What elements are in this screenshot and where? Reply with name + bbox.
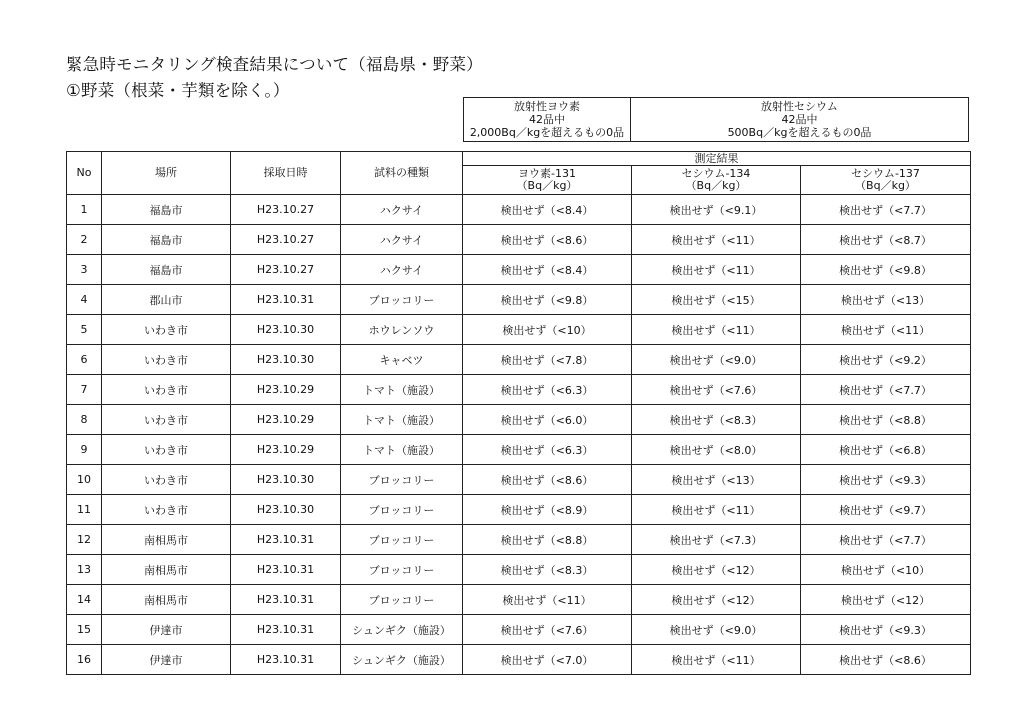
summary-iodine-count: 42品中: [529, 113, 565, 126]
cell-cs134: 検出せず（<11）: [632, 255, 801, 285]
header-i131-unit: （Bq／kg）: [516, 179, 578, 192]
cell-place: 伊達市: [102, 645, 231, 675]
table-row: [67, 615, 971, 645]
cell-date: H23.10.30: [231, 345, 341, 375]
cell-place: いわき市: [102, 495, 231, 525]
cell-place: いわき市: [102, 375, 231, 405]
cell-cs134: 検出せず（<11）: [632, 645, 801, 675]
header-cs134-label: セシウム-134: [681, 167, 751, 180]
cell-date: H23.10.27: [231, 255, 341, 285]
cell-date: H23.10.31: [231, 285, 341, 315]
cell-i131: 検出せず（<9.8）: [463, 285, 632, 315]
cell-i131: 検出せず（<6.3）: [463, 435, 632, 465]
cell-cs137: 検出せず（<9.7）: [801, 495, 971, 525]
cell-place: いわき市: [102, 465, 231, 495]
cell-sample: キャベツ: [341, 345, 463, 375]
cell-sample: シュンギク（施設）: [341, 645, 463, 675]
summary-iodine-criteria: 2,000Bq／kgを超えるもの0品: [469, 126, 625, 139]
cell-sample: ホウレンソウ: [341, 315, 463, 345]
table-row: [67, 345, 971, 375]
cell-cs137: 検出せず（<13）: [801, 285, 971, 315]
cell-cs134: 検出せず（<8.0）: [632, 435, 801, 465]
cell-place: いわき市: [102, 315, 231, 345]
table-row: [67, 465, 971, 495]
header-sample: 試料の種類: [341, 152, 463, 195]
cell-sample: シュンギク（施設）: [341, 615, 463, 645]
summary-iodine: [464, 98, 631, 141]
cell-cs134: 検出せず（<8.3）: [632, 405, 801, 435]
cell-no: 9: [67, 435, 102, 465]
cell-i131: 検出せず（<8.6）: [463, 225, 632, 255]
cell-sample: ブロッコリー: [341, 555, 463, 585]
cell-no: 15: [67, 615, 102, 645]
cell-cs137: 検出せず（<6.8）: [801, 435, 971, 465]
cell-sample: ハクサイ: [341, 255, 463, 285]
table-row: [67, 555, 971, 585]
cell-no: 3: [67, 255, 102, 285]
table-row: [67, 375, 971, 405]
cell-sample: ブロッコリー: [341, 465, 463, 495]
cell-sample: ブロッコリー: [341, 585, 463, 615]
cell-cs134: 検出せず（<9.0）: [632, 615, 801, 645]
cell-date: H23.10.30: [231, 315, 341, 345]
header-result: 測定結果: [463, 152, 971, 166]
cell-no: 6: [67, 345, 102, 375]
cell-cs134: 検出せず（<9.0）: [632, 345, 801, 375]
cell-no: 4: [67, 285, 102, 315]
cell-place: 福島市: [102, 195, 231, 225]
table-row: [67, 585, 971, 615]
cell-date: H23.10.27: [231, 225, 341, 255]
table-row: [67, 435, 971, 465]
cell-cs137: 検出せず（<10）: [801, 555, 971, 585]
cell-i131: 検出せず（<10）: [463, 315, 632, 345]
cell-place: 伊達市: [102, 615, 231, 645]
cell-i131: 検出せず（<7.8）: [463, 345, 632, 375]
table-row: [67, 225, 971, 255]
table-row: [67, 645, 971, 675]
summary-cesium-count: 42品中: [781, 113, 818, 126]
table-row: [67, 195, 971, 225]
header-no: No: [67, 152, 102, 195]
cell-i131: 検出せず（<8.6）: [463, 465, 632, 495]
cell-i131: 検出せず（<6.3）: [463, 375, 632, 405]
cell-cs134: 検出せず（<9.1）: [632, 195, 801, 225]
page-title: 緊急時モニタリング検査結果について（福島県・野菜）: [66, 55, 483, 74]
cell-sample: ハクサイ: [341, 195, 463, 225]
cell-date: H23.10.30: [231, 465, 341, 495]
cell-cs134: 検出せず（<11）: [632, 495, 801, 525]
cell-cs134: 検出せず（<11）: [632, 315, 801, 345]
header-i131: [463, 166, 632, 195]
cell-place: いわき市: [102, 345, 231, 375]
cell-cs137: 検出せず（<8.8）: [801, 405, 971, 435]
table-row: [67, 405, 971, 435]
header-place: 場所: [102, 152, 231, 195]
summary-cesium-title: 放射性セシウム: [761, 100, 838, 113]
cell-i131: 検出せず（<8.3）: [463, 555, 632, 585]
header-cs137: [801, 166, 971, 195]
table-row: [67, 525, 971, 555]
cell-cs137: 検出せず（<9.2）: [801, 345, 971, 375]
cell-cs137: 検出せず（<7.7）: [801, 375, 971, 405]
header-cs134-unit: （Bq／kg）: [685, 179, 747, 192]
cell-place: 南相馬市: [102, 585, 231, 615]
results-table: [66, 151, 971, 675]
page-subtitle: ①野菜（根菜・芋類を除く。）: [66, 81, 290, 100]
table-row: [67, 255, 971, 285]
cell-date: H23.10.31: [231, 645, 341, 675]
header-cs134: [632, 166, 801, 195]
cell-date: H23.10.29: [231, 435, 341, 465]
cell-i131: 検出せず（<8.8）: [463, 525, 632, 555]
cell-no: 13: [67, 555, 102, 585]
cell-no: 1: [67, 195, 102, 225]
cell-date: H23.10.29: [231, 405, 341, 435]
cell-cs137: 検出せず（<8.6）: [801, 645, 971, 675]
summary-cesium-criteria: 500Bq／kgを超えるもの0品: [727, 126, 872, 139]
cell-cs137: 検出せず（<11）: [801, 315, 971, 345]
cell-no: 8: [67, 405, 102, 435]
cell-i131: 検出せず（<8.4）: [463, 195, 632, 225]
cell-sample: トマト（施設）: [341, 375, 463, 405]
cell-sample: トマト（施設）: [341, 405, 463, 435]
cell-sample: トマト（施設）: [341, 435, 463, 465]
cell-cs134: 検出せず（<7.6）: [632, 375, 801, 405]
cell-place: 南相馬市: [102, 555, 231, 585]
cell-date: H23.10.31: [231, 555, 341, 585]
cell-i131: 検出せず（<11）: [463, 585, 632, 615]
header-cs137-unit: （Bq／kg）: [855, 179, 916, 192]
cell-i131: 検出せず（<7.0）: [463, 645, 632, 675]
table-row: [67, 315, 971, 345]
cell-place: いわき市: [102, 435, 231, 465]
cell-cs137: 検出せず（<9.3）: [801, 465, 971, 495]
cell-no: 7: [67, 375, 102, 405]
cell-date: H23.10.30: [231, 495, 341, 525]
cell-no: 5: [67, 315, 102, 345]
cell-date: H23.10.31: [231, 525, 341, 555]
cell-no: 2: [67, 225, 102, 255]
cell-place: 福島市: [102, 255, 231, 285]
cell-sample: ハクサイ: [341, 225, 463, 255]
cell-cs134: 検出せず（<12）: [632, 555, 801, 585]
summary-box: [463, 97, 969, 142]
summary-iodine-title: 放射性ヨウ素: [514, 100, 580, 113]
cell-place: 南相馬市: [102, 525, 231, 555]
header-i131-label: ヨウ素-131: [518, 167, 576, 180]
cell-cs134: 検出せず（<12）: [632, 585, 801, 615]
cell-place: 福島市: [102, 225, 231, 255]
cell-no: 12: [67, 525, 102, 555]
table-row: [67, 495, 971, 525]
cell-no: 10: [67, 465, 102, 495]
cell-no: 11: [67, 495, 102, 525]
cell-i131: 検出せず（<7.6）: [463, 615, 632, 645]
cell-sample: ブロッコリー: [341, 495, 463, 525]
cell-cs137: 検出せず（<7.7）: [801, 195, 971, 225]
cell-sample: ブロッコリー: [341, 285, 463, 315]
cell-date: H23.10.31: [231, 615, 341, 645]
cell-i131: 検出せず（<8.4）: [463, 255, 632, 285]
cell-date: H23.10.27: [231, 195, 341, 225]
cell-place: 郡山市: [102, 285, 231, 315]
table-row: [67, 285, 971, 315]
cell-no: 16: [67, 645, 102, 675]
cell-date: H23.10.31: [231, 585, 341, 615]
cell-cs137: 検出せず（<7.7）: [801, 525, 971, 555]
cell-i131: 検出せず（<8.9）: [463, 495, 632, 525]
cell-cs134: 検出せず（<7.3）: [632, 525, 801, 555]
summary-cesium: [631, 98, 968, 141]
cell-cs134: 検出せず（<11）: [632, 225, 801, 255]
cell-i131: 検出せず（<6.0）: [463, 405, 632, 435]
cell-cs137: 検出せず（<9.3）: [801, 615, 971, 645]
cell-cs137: 検出せず（<9.8）: [801, 255, 971, 285]
cell-no: 14: [67, 585, 102, 615]
cell-cs134: 検出せず（<13）: [632, 465, 801, 495]
cell-place: いわき市: [102, 405, 231, 435]
header-date: 採取日時: [231, 152, 341, 195]
cell-cs134: 検出せず（<15）: [632, 285, 801, 315]
cell-cs137: 検出せず（<12）: [801, 585, 971, 615]
cell-date: H23.10.29: [231, 375, 341, 405]
cell-cs137: 検出せず（<8.7）: [801, 225, 971, 255]
header-cs137-label: セシウム-137: [851, 167, 920, 180]
cell-sample: ブロッコリー: [341, 525, 463, 555]
